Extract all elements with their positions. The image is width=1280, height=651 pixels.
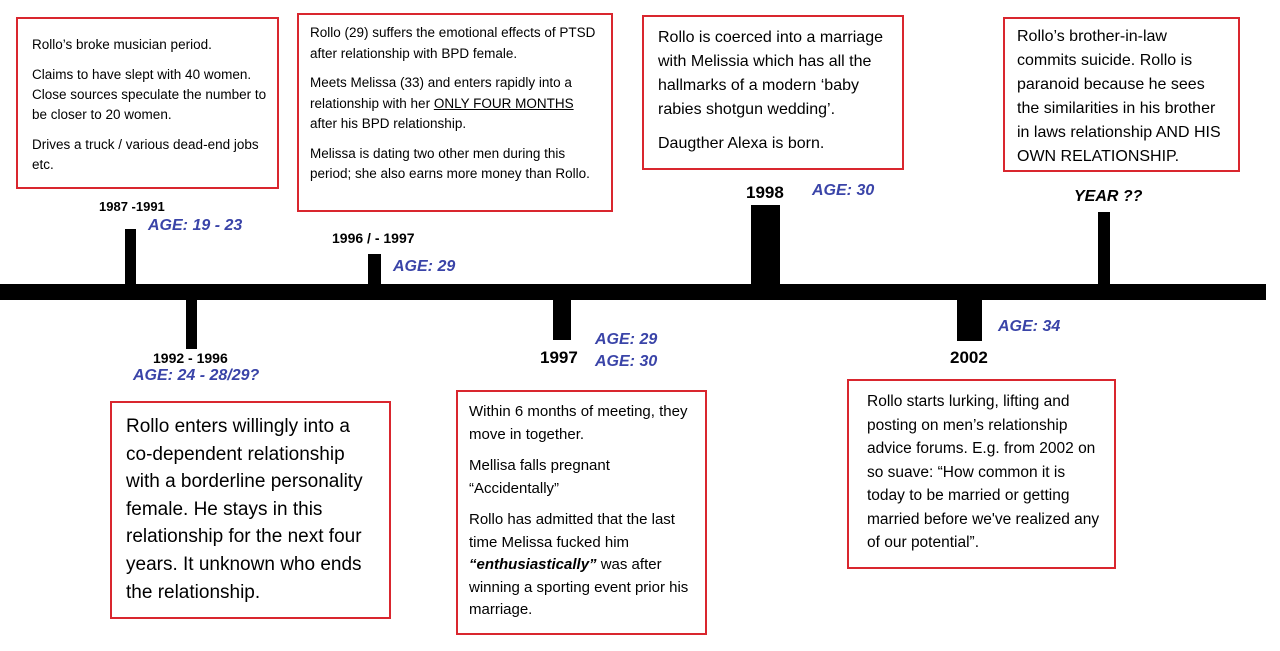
event-box-1996 [297,13,613,212]
tick-1996 [368,254,381,285]
event-box-2002 [847,379,1116,569]
event-1996-line-2-underline: ONLY FOUR MONTHS [433,95,574,111]
event-box-1992 [110,401,391,619]
event-box-1997 [456,390,707,635]
event-1997-line-1: Within 6 months of meeting, they move in together. [469,403,688,443]
age-label-1996: AGE: 29 [393,258,456,275]
event-1996-line-2-post: after his BPD relationship. [310,116,467,131]
age-label-1997-b: AGE: 30 [595,353,658,370]
year-label-1992: 1992 - 1996 [153,350,228,366]
event-2002-text: Rollo starts lurking, lifting and posting on men’s relationship advice forums. E.g. from 2002 on so suave: “How common it is today to be married or getting married before we've realized any of our potential”. [867,393,1100,551]
event-1996-line-2-pre: Meets Melissa (33) and enters rapidly into a relationship with her [310,75,572,111]
event-1997-line-3-post: was after winning a sporting event prior his marriage. [469,556,689,618]
event-box-1998 [642,15,904,170]
timeline-axis [0,284,1266,300]
tick-1987 [125,229,136,285]
year-label-1996: 1996 / - 1997 [332,230,415,246]
event-1998-line-2: Daugther Alexa is born. [658,135,825,152]
event-unknown-text: Rollo’s brother-in-law commits suicide. Rollo is paranoid because he sees the similarities in his brother in laws relationship AND HIS OWN RELATIONSHIP. [1017,28,1221,165]
event-box-unknown-year [1003,17,1240,172]
tick-1992 [186,299,197,349]
age-label-2002: AGE: 34 [998,318,1061,335]
tick-2002 [957,299,982,341]
event-1998-line-1: Rollo is coerced into a marriage with Melissia which has all the hallmarks of a modern ‘baby rabies shotgun wedding’. [658,29,883,118]
age-label-1992: AGE: 24 - 28/29? [133,367,260,384]
event-1997-line-3 [469,509,697,622]
event-1997-line-3-pre: Rollo has admitted that the last time Melissa fucked him [469,511,675,551]
event-1987-line-3: Drives a truck / various dead-end jobs etc. [32,137,259,172]
event-1996-line-1: Rollo (29) suffers the emotional effects of PTSD after relationship with BPD female. [310,25,596,61]
year-label-2002: 2002 [950,348,988,367]
event-1997-line-3-emph: “enthusiastically” [469,556,597,573]
event-1996-line-2 [310,73,603,135]
event-1997-line-2: Mellisa falls pregnant “Accidentally” [469,457,610,497]
event-1996-line-3: Melissa is dating two other men during this period; she also earns more money than Rollo. [310,145,590,181]
tick-year-unknown [1098,212,1110,285]
age-label-1987: AGE: 19 - 23 [148,217,243,234]
event-1992-text: Rollo enters willingly into a co-dependent relationship with a borderline personality female. He stays in this relationship for the next four years. It unknown who ends the relationship. [126,416,363,603]
tick-1998 [751,205,780,285]
year-label-1997: 1997 [540,348,578,367]
age-label-1997-a: AGE: 29 [595,331,658,348]
event-1987-line-2: Claims to have slept with 40 women. Close sources speculate the number to be closer to 20 women. [32,67,267,122]
age-label-1998: AGE: 30 [812,182,875,199]
year-label-1998: 1998 [746,183,784,202]
year-label-1987: 1987 -1991 [99,199,165,214]
year-label-unknown: YEAR ?? [1074,188,1143,205]
event-1987-line-1: Rollo’s broke musician period. [32,37,212,52]
event-box-1987 [16,17,279,189]
tick-1997 [553,299,571,340]
